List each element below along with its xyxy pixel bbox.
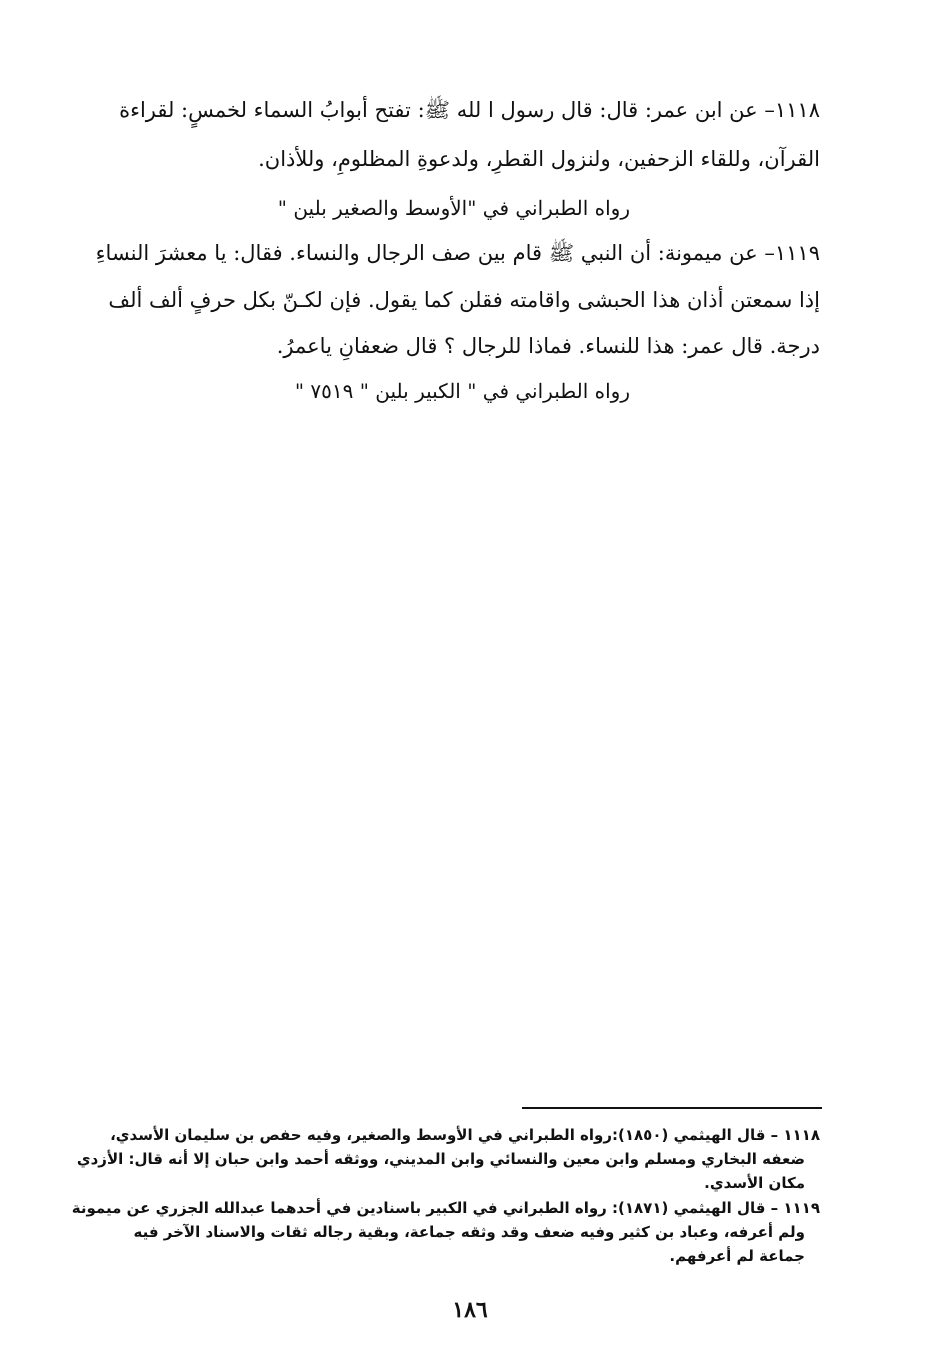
- hadith-1119-narration: رواه الطبراني في " الكبير بلين " ٧٥١٩ ": [294, 379, 630, 403]
- page-number: ١٨٦: [452, 1297, 488, 1323]
- hadith-1118-line-1: ١١١٨– عن ابن عمر: قال: قال رسول ا لله ﷺ: تفتح أبوابُ السماء لخمسٍ: لقراءة: [119, 98, 820, 122]
- footnote-1118-line-3: مكان الأسدي.: [704, 1174, 805, 1192]
- hadith-1119-line-1: ١١١٩– عن ميمونة: أن النبي ﷺ قام بين صف الرجال والنساء. فقال: يا معشرَ النساءِ: [95, 241, 820, 265]
- hadith-1118-line-2: القرآن، وللقاء الزحفين، ولنزول القطرِ، ولدعوةِ المظلومِ، وللأذان.: [258, 147, 820, 171]
- footnote-1118-line-2: ضعفه البخاري ومسلم وابن معين والنسائي وابن المديني، ووثقه أحمد وابن حبان إلا أنه قال: الأزدي: [76, 1150, 805, 1168]
- footnote-1119-line-2: ولم أعرفه، وعباد بن كثير وفيه ضعف وقد وثقه جماعة، وبقية رجاله ثقات والاسناد الآخر فيه: [133, 1223, 805, 1241]
- hadith-1119-line-2: إذا سمعتن أذان هذا الحبشى واقامته فقلن كما يقول. فإن لكـنّ بكل حرفٍ ألف ألف: [108, 288, 820, 312]
- footnote-1119-line-3: جماعة لم أعرفهم.: [669, 1247, 805, 1265]
- footnote-1118-line-1: ١١١٨ – قال الهيثمي (١٨٥٠):رواه الطبراني في الأوسط والصغير، وفيه حفص بن سليمان الأسدي،: [110, 1126, 820, 1144]
- hadith-1118-narration: رواه الطبراني في "الأوسط والصغير بلين ": [277, 196, 630, 220]
- footnote-1119-line-1: ١١١٩ – قال الهيثمي (١٨٧١): رواه الطبراني في الكبير باسنادين في أحدهما عبدالله الجزري عن ميمونة: [71, 1199, 820, 1217]
- footnote-separator: [522, 1107, 822, 1109]
- hadith-1119-line-3: درجة. قال عمر: هذا للنساء. فماذا للرجال ؟ قال ضعفانِ ياعمرُ.: [276, 334, 820, 358]
